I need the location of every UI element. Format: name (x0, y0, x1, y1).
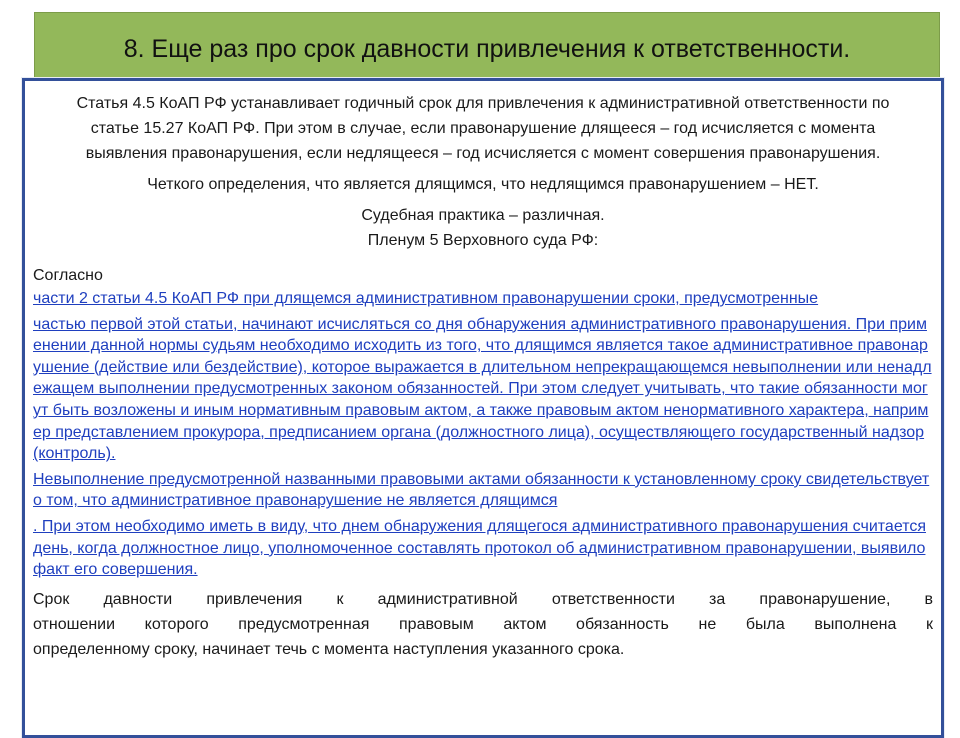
final-line-1: Срок давности привлечения к административной ответственности за правонарушение, в (33, 590, 933, 608)
final-line-3: определенному сроку, начинает течь с момента наступления указанного срока. (33, 640, 625, 658)
article-link-4[interactable]: . При этом необходимо иметь в виду, что днем обнаружения длящегося административного правонарушения считается день, когда должностное лицо, уполномоченное составлять протокол об административном правонарушении, выявило факт его совершения. (33, 517, 926, 579)
slide-title-bar (34, 12, 940, 84)
plenum-line: Пленум 5 Верховного суда РФ: (367, 232, 599, 249)
article-link-1[interactable]: части 2 статьи 4.5 КоАП РФ при длящемся административном правонарушении сроки, предусмотренные (33, 290, 819, 307)
article-link-2[interactable]: частью первой этой статьи, начинают исчисляться со дня обнаружения административного правонарушения. При применении данной нормы судьям необходимо исходить из того, что длящимся является такое административное правонарушение (действие или бездействие), которое выражается в длительном непрекращающемся невыполнении или ненадлежащем выполнении предусмотренных законом обязанностей. При этом следует учитывать, что такие обязанности могут быть возложены и иным нормативным правовым актом, а также правовым актом ненормативного характера, например представлением прокурора, предписанием органа (должностного лица), осуществляющего государственный надзор (контроль). (33, 315, 932, 463)
slide-title: 8. Еще раз про срок давности привлечения к ответственности. (123, 35, 851, 63)
intro-paragraph: Статья 4.5 КоАП РФ устанавливает годичный срок для привлечения к административной ответственности по статье 15.27 КоАП РФ. При этом в случае, если правонарушение длящееся – год исчисляется с момента выявления правонарушения, если недлящееся – год исчисляется с момент совершения правонарушения. (76, 95, 890, 162)
content-panel (22, 78, 944, 738)
final-line-2: отношении которого предусмотренная правовым актом обязанность не была выполнена к (33, 615, 933, 633)
according-label: Согласно (33, 267, 103, 284)
practice-line: Судебная практика – различная. (361, 207, 605, 224)
definition-line: Четкого определения, что является длящимся, что недлящимся правонарушением – НЕТ. (147, 176, 819, 193)
article-link-3[interactable]: Невыполнение предусмотренной названными правовыми актами обязанности к установленному сроку свидетельствует о том, что административное правонарушение не является длящимся (33, 470, 930, 510)
